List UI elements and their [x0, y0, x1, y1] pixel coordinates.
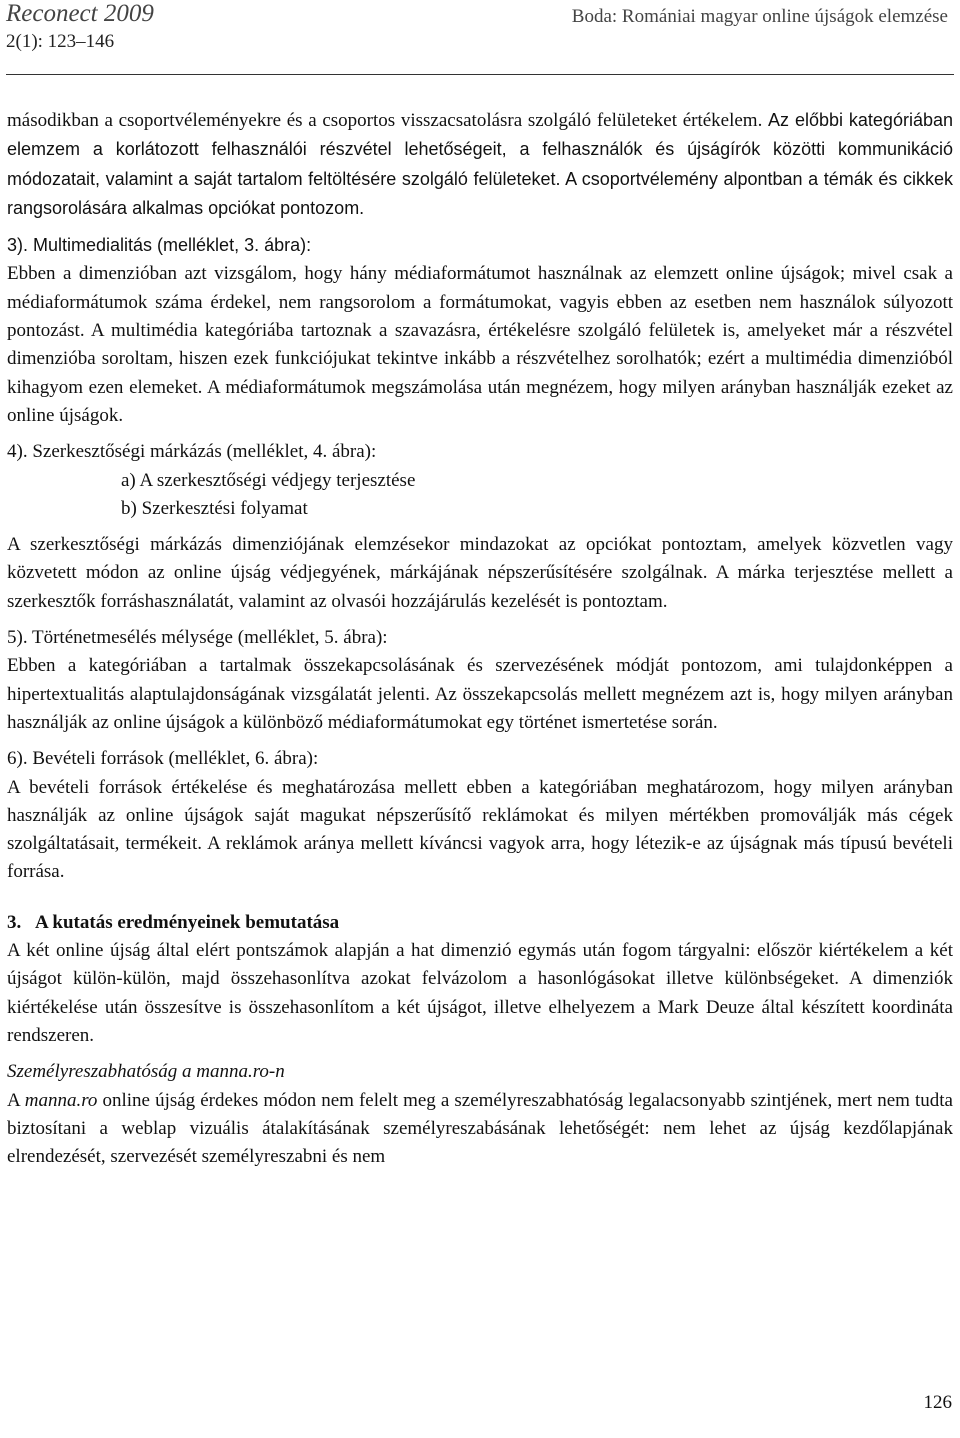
journal-issue: 2(1): 123–146	[6, 31, 115, 52]
paragraph-results: A két online újság által elért pontszámok alapján a hat dimenzió egymás után fogom tárgyalni: először kiértékelem a két újságot külön-külön, majd összehasonlítva azokat felvázolom a hasonlógásokat illetve különbségeket. A dimenziók kiértékelése után összesítve is összehasonlítom a két újságot, illetve elhelyezem a Mark Deuze által készített koordináta rendszeren.	[7, 940, 953, 1046]
paragraph-intro-sans: Az előbbi kategóriában elemzem a korlátozott felhasználói részvétel lehetőségeit, a felhasználók és újságírók közötti kommunikáció módozatait, valamint a saját tartalom feltöltésére szolgáló felületeket. A csoportvélemény alpontban a témák és cikkek rangsorolására alkalmas opciókat pontozom.	[7, 110, 953, 218]
paragraph-personalization-start: A	[7, 1089, 25, 1111]
journal-title: Reconect 2009	[6, 0, 154, 27]
dimension-heading-4: 4). Szerkesztőségi márkázás (melléklet, 4. ábra):	[7, 441, 377, 463]
dimension-heading-6: 6). Bevételi források (melléklet, 6. ábra):	[7, 748, 319, 770]
section-title: A kutatás eredményeinek bemutatása	[35, 911, 340, 933]
paragraph-personalization-rest: online újság érdekes módon nem felelt meg a személyreszabhatóság legalacsonyabb szintjének, mert nem tudta biztosítani a weblap vizuális átalakításának személyreszabásának lehetőségét: nem lehet az újság kezdőlapjának elrendezését, szervezését személyreszabni és nem	[7, 1089, 953, 1168]
article-body	[7, 106, 953, 1171]
header-divider	[6, 74, 954, 75]
running-title: Boda: Romániai magyar online újságok elemzése	[571, 6, 948, 27]
paragraph-revenue: A bevételi források értékelése és meghatározása mellett ebben a kategóriában meghatározom, hogy milyen arányban használják az online újságok saját magukat népszerűsítő reklámokat és milyen mértékben promoválják más cégek szolgáltatásait, termékeit. A reklámok aránya mellett kíváncsi vagyok arra, hogy létezik-e az újságnak más típusú bevételi forrása.	[7, 776, 953, 883]
page-number: 126	[923, 1392, 952, 1413]
paragraph-intro	[7, 106, 953, 223]
paragraph-branding: A szerkesztőségi márkázás dimenziójának elemzésekor mindazokat az opciókat pontoztam, amelyek közvetlen vagy közvetett módon az online újság védjegyének, márkájának népszerűsítésére szolgálnak. A márka terjesztése mellett a szerkesztők forráshasználatát, valamint az olvasói hozzájárulás kezelését is pontoztam.	[7, 534, 953, 612]
sub-item-a: a) A szerkesztőségi védjegy terjesztése	[121, 469, 416, 491]
page-header	[0, 0, 960, 76]
dimension-heading-5: 5). Történetmesélés mélysége (melléklet, 5. ábra):	[7, 627, 388, 649]
section-heading	[7, 909, 953, 937]
paragraph-intro-serif: másodikban a csoportvéleményekre és a csoportos visszacsatolásra szolgáló felületeket értékelem.	[7, 110, 763, 131]
paragraph-storytelling: Ebben a kategóriában a tartalmak összekapcsolásának és szervezésének módját pontozom, ami tulajdonképpen a hipertextualitás alaptulajdonságának vizsgálatát jelenti. Az összekapcsolás mellett megnézem azt is, hogy milyen arányban használják az online újságok a különböző médiaformátumokat egy történet ismertetése során.	[7, 655, 953, 733]
dimension-heading-3	[7, 231, 953, 260]
paragraph-personalization	[7, 1087, 953, 1172]
subsection-heading: Személyreszabhatóság a manna.ro-n	[7, 1061, 285, 1083]
section-number: 3.	[7, 911, 22, 933]
dimension-heading-3-text: 3). Multimedialitás (melléklet, 3. ábra):	[7, 235, 312, 256]
paragraph-multimedia: Ebben a dimenzióban azt vizsgálom, hogy hány médiaformátumot használnak az elemzett online újságok; mivel csak a médiaformátumok száma érdekel, nem rangsorolom a formátumokat, vagyis ebben az esetben nem használok súlyozott pontozást. A multimédia kategóriába tartoznak a szavazásra, értékelésre szolgáló felületek is, amelyeket már a részvétel dimenzióba soroltam, hiszen ezek funkciójukat tekintve inkább a részvételhez sorolhatók; ezért a multimédia dimenzióból kihagyom ezen elemeket. A médiaformátumok megszámolása után megnézem, hogy milyen arányban használják ezeket az online újságok.	[7, 263, 953, 426]
paragraph-personalization-site: manna.ro	[24, 1089, 98, 1111]
sub-item-b: b) Szerkesztési folyamat	[121, 497, 308, 519]
